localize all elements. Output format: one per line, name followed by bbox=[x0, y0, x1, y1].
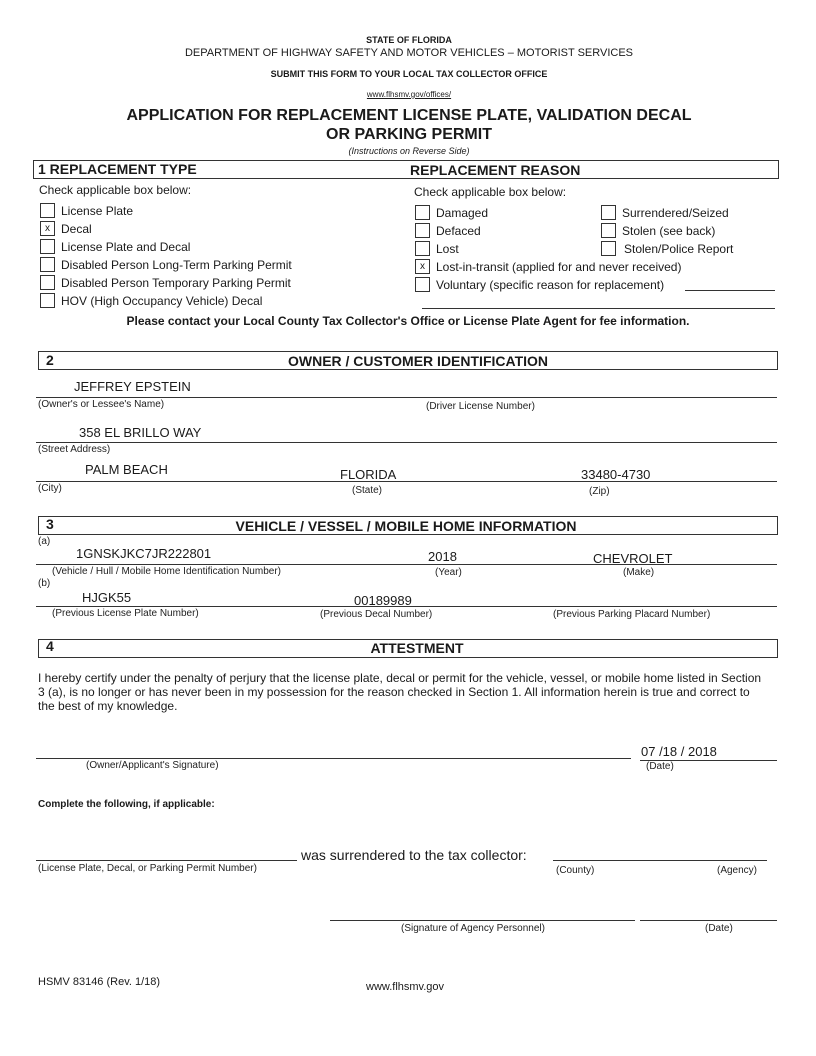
checkbox-lost-in-transit[interactable]: x bbox=[415, 259, 430, 274]
checkbox-disabled-long-term[interactable] bbox=[40, 257, 55, 272]
checkbox-voluntary[interactable] bbox=[415, 277, 430, 292]
surrendered-text: was surrendered to the tax collector: bbox=[301, 847, 527, 863]
option-voluntary: Voluntary (specific reason for replacement) bbox=[436, 278, 665, 292]
form-number: HSMV 83146 (Rev. 1/18) bbox=[38, 976, 161, 988]
state-label: (State) bbox=[352, 485, 383, 496]
option-lost: Lost bbox=[436, 242, 459, 256]
county-agency-line[interactable] bbox=[553, 860, 767, 861]
attestment-text: I hereby certify under the penalty of perjury that the license plate, decal or permit for the vehicle, vessel, or mobile home listed in Section 3 (a), is no longer or has never been in my possession for the reason checked in Section 1. All information herein is true and correct to the best of my knowledge. bbox=[38, 671, 762, 713]
option-damaged: Damaged bbox=[436, 206, 489, 220]
section4-number: 4 bbox=[46, 638, 54, 654]
attest-date-label: (Date) bbox=[646, 761, 674, 772]
signature-line[interactable] bbox=[36, 758, 631, 759]
type-check-label: Check applicable box below: bbox=[39, 183, 192, 197]
section3-number: 3 bbox=[46, 516, 54, 532]
surrendered-item-label: (License Plate, Decal, or Parking Permit Number) bbox=[38, 863, 257, 874]
agency-date-label: (Date) bbox=[705, 923, 733, 934]
vin-value[interactable]: 1GNSKJKC7JR222801 bbox=[76, 546, 212, 561]
section3-heading: VEHICLE / VESSEL / MOBILE HOME INFORMATION bbox=[235, 518, 577, 534]
previous-decal-label: (Previous Decal Number) bbox=[320, 609, 433, 620]
option-stolen: Stolen (see back) bbox=[622, 224, 716, 238]
agency-date-line[interactable] bbox=[640, 920, 777, 921]
section4-heading: ATTESTMENT bbox=[370, 640, 464, 656]
footer-website[interactable]: www.flhsmv.gov bbox=[366, 981, 445, 993]
previous-plate-value[interactable]: HJGK55 bbox=[82, 590, 132, 605]
submit-instruction: SUBMIT THIS FORM TO YOUR LOCAL TAX COLLECTOR OFFICE bbox=[270, 69, 548, 79]
attest-date-value[interactable]: 07 /18 / 2018 bbox=[641, 744, 717, 759]
previous-decal-value[interactable]: 00189989 bbox=[354, 593, 412, 608]
vehicle-line bbox=[36, 564, 777, 565]
option-disabled-temporary: Disabled Person Temporary Parking Permit bbox=[61, 276, 291, 290]
option-plate-and-decal: License Plate and Decal bbox=[61, 240, 191, 254]
replacement-reason-heading: REPLACEMENT REASON bbox=[410, 162, 581, 178]
section3-a-label: (a) bbox=[38, 536, 51, 547]
checkbox-stolen[interactable] bbox=[601, 223, 616, 238]
previous-plate-label: (Previous License Plate Number) bbox=[52, 608, 199, 619]
signature-label: (Owner/Applicant's Signature) bbox=[86, 760, 219, 771]
agency-signature-label: (Signature of Agency Personnel) bbox=[401, 923, 545, 934]
street-line bbox=[36, 442, 777, 443]
owner-line bbox=[36, 397, 777, 398]
section2-number: 2 bbox=[46, 352, 54, 368]
fee-note: Please contact your Local County Tax Collector's Office or License Plate Agent for fee information. bbox=[126, 314, 690, 328]
option-license-plate: License Plate bbox=[61, 204, 134, 218]
reason-check-label: Check applicable box below: bbox=[414, 185, 567, 199]
checkbox-surrendered-seized[interactable] bbox=[601, 205, 616, 220]
zip-label: (Zip) bbox=[589, 486, 610, 497]
city-label: (City) bbox=[38, 483, 62, 494]
option-disabled-long-term: Disabled Person Long-Term Parking Permit bbox=[61, 258, 292, 272]
instructions-note: (Instructions on Reverse Side) bbox=[348, 146, 470, 156]
voluntary-reason-line-2[interactable] bbox=[422, 308, 775, 309]
replacement-type-heading: 1 REPLACEMENT TYPE bbox=[38, 161, 197, 177]
previous-line bbox=[36, 606, 777, 607]
checkbox-decal[interactable]: x bbox=[40, 221, 55, 236]
checkbox-lost[interactable] bbox=[415, 241, 430, 256]
option-decal: Decal bbox=[61, 222, 92, 236]
checkbox-hov-decal[interactable] bbox=[40, 293, 55, 308]
option-stolen-police-report: Stolen/Police Report bbox=[624, 242, 734, 256]
make-label: (Make) bbox=[623, 567, 655, 578]
state-heading: STATE OF FLORIDA bbox=[366, 35, 452, 45]
make-value[interactable]: CHEVROLET bbox=[593, 551, 673, 566]
department-heading: DEPARTMENT OF HIGHWAY SAFETY AND MOTOR VEHICLES – MOTORIST SERVICES bbox=[184, 47, 634, 59]
previous-placard-label: (Previous Parking Placard Number) bbox=[553, 609, 711, 620]
checkbox-license-plate[interactable] bbox=[40, 203, 55, 218]
section3-b-label: (b) bbox=[38, 578, 51, 589]
option-lost-in-transit: Lost-in-transit (applied for and never received) bbox=[436, 260, 682, 274]
option-hov-decal: HOV (High Occupancy Vehicle) Decal bbox=[61, 294, 263, 308]
surrendered-item-line[interactable] bbox=[36, 860, 297, 861]
form-title-line1: APPLICATION FOR REPLACEMENT LICENSE PLATE, VALIDATION DECAL bbox=[126, 107, 692, 124]
street-address-value[interactable]: 358 EL BRILLO WAY bbox=[79, 425, 202, 440]
checkbox-plate-and-decal[interactable] bbox=[40, 239, 55, 254]
city-line bbox=[36, 481, 777, 482]
owner-name-label: (Owner's or Lessee's Name) bbox=[38, 399, 165, 410]
checkbox-damaged[interactable] bbox=[415, 205, 430, 220]
street-address-label: (Street Address) bbox=[38, 444, 111, 455]
city-value[interactable]: PALM BEACH bbox=[85, 462, 168, 477]
agency-signature-line[interactable] bbox=[330, 920, 635, 921]
offices-link[interactable]: www.flhsmv.gov/offices/ bbox=[366, 90, 452, 99]
checkbox-disabled-temporary[interactable] bbox=[40, 275, 55, 290]
complete-following-label: Complete the following, if applicable: bbox=[38, 799, 215, 810]
checkbox-stolen-police-report[interactable] bbox=[601, 241, 616, 256]
checkbox-defaced[interactable] bbox=[415, 223, 430, 238]
year-value[interactable]: 2018 bbox=[428, 549, 457, 564]
state-value[interactable]: FLORIDA bbox=[340, 467, 397, 482]
form-title-line2: OR PARKING PERMIT bbox=[326, 126, 492, 143]
county-label: (County) bbox=[556, 865, 595, 876]
year-label: (Year) bbox=[435, 567, 462, 578]
driver-license-label: (Driver License Number) bbox=[426, 401, 535, 412]
zip-value[interactable]: 33480-4730 bbox=[581, 467, 651, 482]
section2-heading: OWNER / CUSTOMER IDENTIFICATION bbox=[287, 353, 549, 369]
option-surrendered-seized: Surrendered/Seized bbox=[622, 206, 729, 220]
option-defaced: Defaced bbox=[436, 224, 481, 238]
agency-label: (Agency) bbox=[717, 865, 758, 876]
voluntary-reason-line[interactable] bbox=[685, 290, 775, 291]
vin-label: (Vehicle / Hull / Mobile Home Identification Number) bbox=[52, 566, 281, 577]
owner-name-value[interactable]: JEFFREY EPSTEIN bbox=[74, 379, 191, 394]
